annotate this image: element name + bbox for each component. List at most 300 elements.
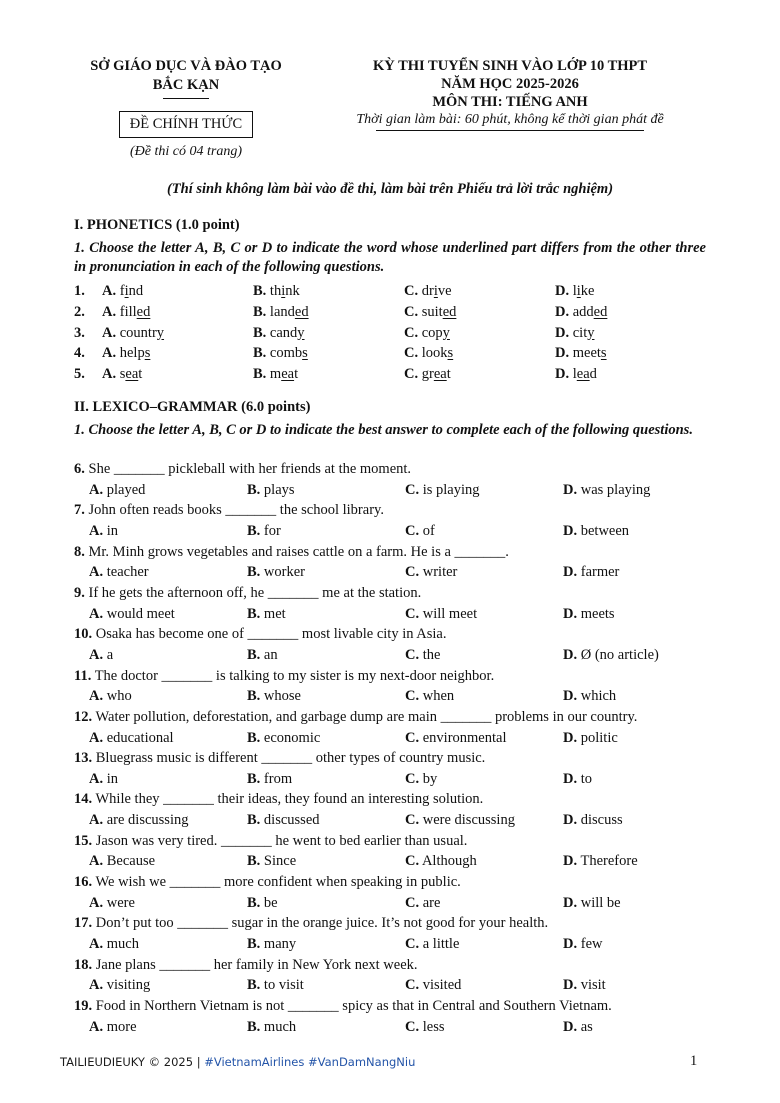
question-number: 6. [74,461,85,477]
question-text: We wish we _______ more confident when speaking in public. [95,874,461,890]
question-text: While they _______ their ideas, they found an interesting solution. [95,791,484,808]
answer-option [89,728,174,748]
answer-option [247,521,281,541]
exam-subject: MÔN THI: TIẾNG ANH [432,94,588,110]
answer-options-row [0,810,780,830]
option-letter: C. [405,646,420,663]
answer-option [563,934,602,954]
question-number: 14. [74,791,93,808]
option-letter: A. [89,977,104,994]
option-letter: B. [247,936,261,952]
answer-option [247,1017,296,1037]
option-text: politic [580,729,618,746]
option-text: when [422,688,455,705]
answer-option [89,893,135,913]
department-name: SỞ GIÁO DỤC VÀ ĐÀO TẠO [90,58,282,74]
option-letter: B. [253,366,267,383]
question-text: Don’t put too _______ sugar in the orange juice. It’s not good for your health. [95,915,549,932]
question-stem [74,789,483,809]
section-phonetics-direction: 1. Choose the letter A, B, C or D to indicate the word whose underlined part differs from the other three in pronunciation in each of the following questions. [74,240,706,275]
word-part: cand [269,324,298,341]
option-letter: C. [405,688,420,705]
word-part: comb [269,345,303,362]
answer-option [405,975,461,995]
section-lexico-grammar-direction: 1. Choose the letter A, B, C or D to indicate the best answer to complete each of the following questions. [74,422,693,438]
option-text: for [263,523,281,539]
question-number: 12. [74,708,93,725]
question-number: 18. [74,956,93,973]
option-letter: C. [404,283,419,299]
answer-option [247,975,304,995]
option-letter: D. [555,366,570,383]
option-letter: C. [405,812,420,829]
word-part: l [572,283,577,299]
option-letter: D. [555,345,570,362]
answer-option [102,364,142,384]
option-text: in [106,770,119,787]
question-stem [74,831,467,851]
option-text: environmental [422,729,507,746]
option-letter: C. [404,303,419,320]
answer-option [405,1017,444,1037]
option-letter: B. [247,481,261,498]
answer-option [247,645,278,665]
option-letter: D. [563,688,578,705]
option-letter: B. [247,977,261,994]
answer-option [405,480,480,500]
answer-option [89,810,188,830]
answer-option [89,604,175,624]
answer-option [253,302,309,322]
option-letter: A. [89,1018,104,1035]
option-letter: A. [102,283,117,299]
question-number: 5. [74,366,85,383]
option-text: be [263,894,278,911]
option-text: more [106,1018,137,1035]
answer-option [89,480,145,500]
question-text: Bluegrass music is different _______ other types of country music. [95,750,486,767]
word-part: nk [285,283,300,299]
answer-option [563,645,659,665]
question-number: 11. [74,667,92,684]
page-number: 1 [690,1053,698,1069]
question-stem [74,624,447,644]
option-text: by [422,770,438,787]
word-part: cop [421,324,443,341]
option-letter: A. [89,853,104,870]
answer-options-row [0,1017,780,1037]
footer-credit [60,1055,415,1069]
word-part: t [294,366,299,383]
option-letter: D. [563,481,578,498]
option-letter: D. [563,936,578,952]
answer-sheet-instruction: (Thí sinh không làm bài vào đề thi, làm bài trên Phiếu trả lời trắc nghiệm) [166,181,614,197]
word-part: ve [437,283,452,299]
answer-option [89,521,118,541]
word-part: fill [119,303,137,320]
option-text: educational [106,729,174,746]
question-text: John often reads books _______ the school library. [88,502,384,519]
option-text: a [106,646,114,663]
answer-option [102,323,164,343]
option-text: from [263,770,293,787]
option-letter: D. [563,977,578,994]
option-letter: B. [247,1018,261,1035]
option-letter: A. [89,729,104,746]
answer-option [555,302,607,322]
option-letter: C. [405,894,420,911]
question-stem [74,500,384,520]
answer-option [253,343,308,363]
answer-option [89,1017,137,1037]
footer-hashtags: #VietnamAirlines #VanDamNangNiu [204,1055,416,1069]
answer-option [89,769,118,789]
word-part: s [119,366,126,383]
option-text: an [263,646,278,663]
option-text: much [106,936,139,952]
option-text: would meet [106,605,175,622]
school-year: NĂM HỌC 2025-2026 [441,76,579,92]
question-number: 7. [74,502,85,519]
question-text: Food in Northern Vietnam is not _______ spicy as that in Central and Southern Vietnam. [95,997,612,1014]
option-letter: C. [404,366,419,383]
option-letter: C. [405,523,420,539]
option-letter: D. [555,283,570,299]
option-text: many [263,936,297,952]
underlined-sound: s [302,345,308,362]
option-letter: D. [563,646,578,663]
question-number: 4. [74,345,85,362]
option-letter: B. [247,853,261,870]
option-letter: B. [247,646,261,663]
word-part: ke [580,283,595,299]
option-text: discussed [263,812,320,829]
option-text: teacher [106,564,149,581]
underlined-sound: ea [576,366,590,383]
question-text: Osaka has become one of _______ most livable city in Asia. [95,626,447,643]
answer-options-row [0,562,780,582]
answer-options-row [0,893,780,913]
option-letter: A. [89,812,104,829]
word-part: t [446,366,451,383]
question-number: 16. [74,874,93,890]
question-number: 17. [74,915,93,932]
option-letter: D. [555,324,570,341]
option-letter: C. [405,564,420,581]
answer-option [563,562,619,582]
underlined-sound: ed [442,303,457,320]
option-text: to visit [263,977,304,994]
phonetics-question-row [0,323,780,343]
answer-option [555,281,594,301]
answer-option [247,604,286,624]
option-text: met [263,605,286,622]
underlined-sound: i [433,283,438,299]
underlined-sound: i [576,283,581,299]
question-stem [74,872,461,892]
answer-option [247,934,296,954]
option-letter: A. [89,936,104,952]
answer-options-row [0,604,780,624]
question-stem [74,666,494,686]
option-letter: D. [563,523,578,539]
answer-option [404,323,450,343]
answer-option [555,343,607,363]
option-letter: C. [405,481,420,498]
underlined-sound: i [124,283,129,299]
question-number: 2. [74,303,85,320]
answer-option [563,975,606,995]
option-text: meets [580,605,615,622]
option-text: to [580,770,593,787]
underlined-sound: ea [281,366,295,383]
answer-option [89,645,113,665]
option-text: played [106,481,146,498]
department-block [60,57,312,160]
option-letter: A. [102,345,117,362]
underlined-sound: ed [136,303,151,320]
answer-option [253,323,305,343]
option-letter: B. [253,283,267,299]
option-letter: A. [89,564,104,581]
option-text: in [106,523,119,539]
answer-option [405,645,440,665]
answer-option [102,281,143,301]
option-text: economic [263,729,321,746]
exam-title: KỲ THI TUYỂN SINH VÀO LỚP 10 THPT [372,58,648,74]
option-letter: B. [247,564,261,581]
department-underline [163,98,209,99]
option-text: Since [263,853,297,870]
question-stem [74,748,485,768]
answer-option [563,769,592,789]
option-text: between [580,523,630,539]
option-letter: B. [247,729,261,746]
question-number: 15. [74,832,93,849]
option-letter: A. [89,646,104,663]
answer-option [404,281,452,301]
option-text: was playing [580,481,651,498]
official-exam-label: ĐỀ CHÍNH THỨC [119,111,253,138]
answer-option [247,686,301,706]
word-part: cit [572,324,588,341]
option-letter: C. [405,977,420,994]
answer-option [89,851,155,871]
option-text: will be [580,894,621,911]
answer-option [247,562,305,582]
option-text: who [106,688,132,705]
answer-options-row [0,645,780,665]
answer-option [102,302,150,322]
underlined-sound: ed [593,303,608,320]
answer-option [247,769,292,789]
page-count-note: (Đề thi có 04 trang) [130,144,242,159]
option-letter: B. [247,523,261,539]
footer-brand: TAILIEUDIEUKY © 2025 | [60,1055,205,1069]
option-letter: C. [405,729,420,746]
underlined-sound: y [297,324,305,341]
question-text: Mr. Minh grows vegetables and raises cattle on a farm. He is a _______. [88,543,509,560]
option-letter: D. [555,303,570,320]
answer-option [563,851,638,871]
question-stem [74,707,637,727]
answer-option [247,893,278,913]
option-letter: A. [89,523,104,539]
word-part: t [138,366,143,383]
option-letter: B. [253,303,267,320]
option-letter: C. [404,324,419,341]
option-text: worker [263,564,305,581]
option-letter: B. [253,324,267,341]
section-lexico-grammar-heading: II. LEXICO–GRAMMAR (6.0 points) [74,399,311,415]
option-letter: C. [405,853,420,870]
option-letter: A. [89,894,104,911]
phonetics-question-row [0,364,780,384]
option-letter: B. [247,770,261,787]
time-limit-note: Thời gian làm bài: 60 phút, không kể thời gian phát đề [356,112,664,127]
answer-option [405,934,459,954]
answer-option [404,343,453,363]
answer-option [405,893,440,913]
question-stem [74,955,418,975]
option-letter: D. [563,894,578,911]
word-part: nd [128,283,144,299]
option-text: of [422,523,435,539]
question-text: Water pollution, deforestation, and garbage dump are main _______ problems in our country. [95,708,638,725]
word-part: look [421,345,448,362]
answer-option [404,364,451,384]
underlined-sound: ed [294,303,309,320]
answer-option [563,893,621,913]
answer-option [89,562,149,582]
answer-option [89,934,139,954]
option-text: a little [422,936,460,952]
option-letter: A. [102,303,117,320]
answer-options-row [0,521,780,541]
question-number: 1. [74,283,85,299]
option-text: is playing [422,481,480,498]
option-letter: C. [405,936,420,952]
option-letter: D. [563,605,578,622]
answer-option [405,604,477,624]
option-letter: B. [253,345,267,362]
answer-option [89,975,150,995]
phonetics-question-row [0,281,780,301]
question-text: The doctor _______ is talking to my sister is my next-door neighbor. [94,667,495,684]
answer-option [404,302,456,322]
option-letter: C. [404,345,419,362]
option-text: the [422,646,441,663]
option-text: discuss [580,812,623,829]
option-letter: B. [247,894,261,911]
option-text: less [422,1018,445,1035]
answer-option [253,281,300,301]
option-letter: A. [102,366,117,383]
option-letter: D. [563,1018,578,1035]
answer-option [405,769,437,789]
option-text: will meet [422,605,478,622]
answer-option [563,728,618,748]
underlined-sound: ea [433,366,447,383]
word-part: m [269,366,282,383]
option-letter: B. [247,688,261,705]
option-text: much [263,1018,297,1035]
option-letter: B. [247,605,261,622]
question-stem [74,996,612,1016]
answer-option [405,851,477,871]
answer-option [405,562,457,582]
exam-info-underline [376,130,644,131]
word-part: dr [421,283,434,299]
option-text: writer [422,564,458,581]
option-text: visited [422,977,462,994]
question-stem [74,459,411,479]
question-number: 9. [74,584,85,601]
answer-option [405,686,454,706]
word-part: suit [421,303,443,320]
option-letter: A. [102,324,117,341]
option-letter: A. [89,770,104,787]
option-letter: D. [563,812,578,829]
question-number: 13. [74,750,93,767]
question-text: She _______ pickleball with her friends at the moment. [88,461,412,477]
option-letter: C. [405,1018,420,1035]
underlined-sound: i [281,283,286,299]
province-name: BẮC KẠN [152,77,220,93]
word-part: land [269,303,295,320]
answer-option [555,323,594,343]
word-part: countr [119,324,157,341]
answer-option [405,521,435,541]
option-text: plays [263,481,295,498]
answer-option [555,364,597,384]
word-part: th [269,283,282,299]
option-text: Therefore [580,853,638,870]
option-letter: A. [89,688,104,705]
option-text: farmer [580,564,620,581]
answer-options-row [0,934,780,954]
answer-options-row [0,728,780,748]
question-number: 19. [74,997,93,1014]
word-part: add [572,303,594,320]
underlined-sound: y [156,324,165,341]
option-text: as [580,1018,593,1035]
option-text: were discussing [422,812,515,829]
phonetics-question-row [0,302,780,322]
option-letter: D. [563,564,578,581]
answer-option [563,1017,593,1037]
question-number: 8. [74,543,85,560]
question-number: 3. [74,324,85,341]
answer-options-row [0,975,780,995]
option-text: Ø (no article) [580,646,659,663]
word-part: d [589,366,597,383]
answer-option [563,480,650,500]
option-text: visiting [106,977,151,994]
option-letter: D. [563,853,578,870]
option-letter: D. [563,770,578,787]
option-letter: D. [563,729,578,746]
answer-option [253,364,298,384]
question-stem [74,583,421,603]
answer-option [247,728,320,748]
answer-option [405,810,515,830]
answer-option [563,686,616,706]
word-part: f [119,283,125,299]
option-text: Although [421,853,477,870]
answer-option [563,521,629,541]
underlined-sound: ea [125,366,139,383]
